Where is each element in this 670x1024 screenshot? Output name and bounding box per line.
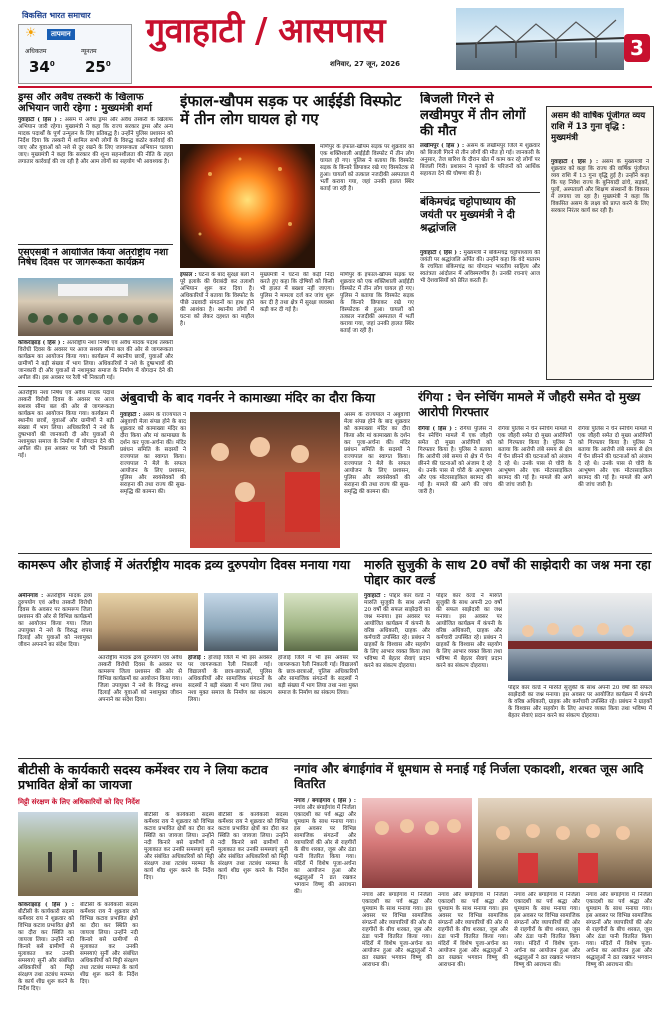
date-line: शनिवार, 27 जून, 2026 — [330, 60, 400, 68]
hojai-event-photo — [204, 593, 278, 651]
story-body: रंगिया ( हिंस ) : रंगिया पुलिस ने चेन स्नेचिंग मामले में एक जौहरी समेत दो मुख्य आरोपियों को गिरफ्तार किया है। पुलिस ने बताया कि आरोपी लंबे समय से क्षेत्र में चेन छीनने की घटनाओं को अंजाम दे रहे थे। उनके पास से चोरी के आभूषण और एक मोटरसाइकिल बरामद की गई है। मामले की आगे की जांच जारी है। — [418, 426, 492, 495]
story-headline: मारुति सुजुकी के साथ 20 वर्षों की साझेदारी का जश्न मना रहा पोद्दार कार वर्ल्ड — [364, 557, 651, 587]
story-body: बीटीसी के कार्यकारी सदस्य कर्मेश्वर राय ने शुक्रवार को विभिन्न कटाव प्रभावित क्षेत्रों का दौरा कर स्थिति का जायजा लिया। उन्होंने नदी किनारे बसे ग्रामीणों से मुलाकात कर उनकी समस्याएं सुनीं और संबंधित अधिकारियों को मिट्टी संरक्षण तथा तटबंध मरम्मत के कार्य शीघ्र शुरू करने के निर्देश दिए। — [218, 812, 288, 881]
min-temp: $25^0$ — [85, 58, 111, 76]
fire-icon — [180, 144, 315, 268]
lead-body: मुख्यमंत्री ने घटना की कड़ी निंदा करते हुए कहा कि दोषियों को किसी भी हालत में बख्शा नहीं जाएगा। पुलिस ने मामला दर्ज कर जांच शुरू कर दी है तथा क्षेत्र में सुरक्षा व्यवस्था कड़ी कर दी गई है। — [260, 272, 334, 313]
story-headline: रंगिया : चेन स्नेचिंग मामले में जौहरी समेत दो मुख्य आरोपी गिरफ्तार — [418, 390, 641, 419]
story-body: अंतर्राष्ट्रीय नशा निषेध एवं अवैध मादक पदार्थ तस्करी विरोधी दिवस के अवसर पर आज सशस्त्र सीमा बल की ओर से जागरूकता कार्यक्रम का आयोजन किया गया। कार्यक्रम में स्थानीय छात्रों, युवाओं और ग्रामीणों ने बड़ी संख्या में भाग लिया। अधिकारियों ने नशे के दुष्प्रभावों की जानकारी दी और युवाओं से नशामुक्त समाज के निर्माण में योगदान देने की अपील की। इस अवसर पर रैली भी निकाली गई। — [18, 390, 114, 459]
story-headline: नगांव और बंगाईगांव में धूमधाम से मनाई गई निर्जला एकादशी, शरबत जूस आदि वितरित — [294, 762, 644, 791]
story-body: नगांव और बंगाईगांव में निर्जला एकादशी का पर्व श्रद्धा और धूमधाम के साथ मनाया गया। इस अवसर पर विभिन्न सामाजिक संगठनों और व्यापारियों की ओर से राहगीरों के बीच शरबत, जूस और ठंडा पानी वितरित किया गया। मंदिरों में विशेष पूजा-अर्चना का आयोजन हुआ और श्रद्धालुओं ने व्रत रखकर भगवान विष्णु की आराधना की। — [586, 892, 652, 968]
story-body: रंगिया पुलिस ने चेन स्नेचिंग मामले में एक जौहरी समेत दो मुख्य आरोपियों को गिरफ्तार किया है। पुलिस ने बताया कि आरोपी लंबे समय से क्षेत्र में चेन छीनने की घटनाओं को अंजाम दे रहे थे। उनके पास से चोरी के आभूषण और एक मोटरसाइकिल बरामद की गई है। मामले की आगे की जांच जारी है। — [578, 426, 652, 488]
story-body: नगांव / बंगाईगांव ( हिंस ) : नगांव और बंगाईगांव में निर्जला एकादशी का पर्व श्रद्धा और धूमधाम के साथ मनाया गया। इस अवसर पर विभिन्न सामाजिक संगठनों और व्यापारियों की ओर से राहगीरों के बीच शरबत, जूस और ठंडा पानी वितरित किया गया। मंदिरों में विशेष पूजा-अर्चना का आयोजन हुआ और श्रद्धालुओं ने व्रत रखकर भगवान विष्णु की आराधना की। — [294, 798, 356, 895]
story-subhead: मिट्टी संरक्षण के लिए अधिकारियों को दिए निर्देश — [18, 798, 140, 806]
story-body: पोद्दार कार वर्ल्ड ने मारुति सुजुकी के साथ अपनी 20 वर्षों की सफल साझेदारी का जश्न मनाया। इस अवसर पर आयोजित कार्यक्रम में कंपनी के वरिष्ठ अधिकारी, ग्राहक और कर्मचारी उपस्थित रहे। प्रबंधन ने ग्राहकों के विश्वास और सहयोग के लिए आभार व्यक्त किया तथा भविष्य में बेहतर सेवाएं प्रदान करने का संकल्प दोहराया। — [436, 593, 502, 669]
story-body: असम के राज्यपाल ने अंबुवाची मेला संपन्न होने के बाद शुक्रवार को कामाख्या मंदिर का दौरा किया और मां कामाख्या के दर्शन कर पूजा-अर्चना की। मंदिर प्रबंधन समिति के सदस्यों ने राज्यपाल का स्वागत किया। राज्यपाल ने मेले के सफल आयोजन के लिए प्रशासन, पुलिस और स्वयंसेवकों की सराहना की तथा राज्य की सुख-समृद्धि की कामना की। — [344, 412, 410, 495]
max-label: अधिकतम — [25, 48, 47, 55]
masthead — [0, 0, 670, 88]
sidebar-box — [546, 106, 654, 380]
story-headline: बंकिमचंद्र चट्टोपाध्याय की जयंती पर मुख्यमंत्री ने दी श्रद्धांजलि — [420, 196, 516, 234]
row-divider — [18, 553, 652, 554]
story-body: कोकराझाड़ ( हिंस ) : बीटीसी के कार्यकारी सदस्य कर्मेश्वर राय ने शुक्रवार को विभिन्न कटाव प्रभावित क्षेत्रों का दौरा कर स्थिति का जायजा लिया। उन्होंने नदी किनारे बसे ग्रामीणों से मुलाकात कर उनकी समस्याएं सुनीं और संबंधित अधिकारियों को मिट्टी संरक्षण तथा तटबंध मरम्मत के कार्य शीघ्र शुरू करने के निर्देश दिए। — [18, 902, 74, 992]
story-body: नगांव और बंगाईगांव में निर्जला एकादशी का पर्व श्रद्धा और धूमधाम के साथ मनाया गया। इस अवसर पर विभिन्न सामाजिक संगठनों और व्यापारियों की ओर से राहगीरों के बीच शरबत, जूस और ठंडा पानी वितरित किया गया। मंदिरों में विशेष पूजा-अर्चना का आयोजन हुआ और श्रद्धालुओं ने व्रत रखकर भगवान विष्णु की आराधना की। — [362, 892, 432, 968]
amingaon-event-photo — [98, 593, 198, 651]
story-body: होजाई जिले में भी इस अवसर पर जागरूकता रैली निकाली गई। विद्यालयों के छात्र-छात्राओं, पुलिस अधिकारियों और सामाजिक संगठनों के सदस्यों ने बड़ी संख्या में भाग लिया तथा नशा मुक्त समाज के निर्माण का संकल्प लिया। — [278, 655, 358, 696]
lead-body: मणिपुर के इंफाल-खौपम सड़क पर शुक्रवार को एक शक्तिशाली आईईडी विस्फोट में तीन लोग घायल हो गए। पुलिस ने बताया कि विस्फोट सड़क के किनारे छिपाकर रखे गए विस्फोटक से हुआ। घायलों को तत्काल नजदीकी अस्पताल में भर्ती कराया गया, जहां उनकी हालत स्थिर बताई जा रही है। — [320, 144, 414, 192]
drug-day-story — [18, 557, 358, 755]
story-body: रंगिया पुलिस ने चेन स्नेचिंग मामले में एक जौहरी समेत दो मुख्य आरोपियों को गिरफ्तार किया है। पुलिस ने बताया कि आरोपी लंबे समय से क्षेत्र में चेन छीनने की घटनाओं को अंजाम दे रहे थे। उनके पास से चोरी के आभूषण और एक मोटरसाइकिल बरामद की गई है। मामले की आगे की जांच जारी है। — [498, 426, 572, 488]
explosion-photo — [180, 144, 315, 268]
lead-headline: इंफाल-खौपम सड़क पर आईईडी विस्फोट में तीन लोग घायल हो गए — [180, 92, 402, 128]
sidebar-headline: असम की वार्षिक पूंजीगत व्यय राशि में 13 गुना वृद्धि : मुख्यमंत्री — [551, 111, 646, 143]
story-headline: कामरूप और होजाई में अंतर्राष्ट्रीय मादक द्रव्य दुरुपयोग दिवस मनाया गया — [18, 557, 351, 572]
story-body: बीटीसी के कार्यकारी सदस्य कर्मेश्वर राय ने शुक्रवार को विभिन्न कटाव प्रभावित क्षेत्रों का दौरा कर स्थिति का जायजा लिया। उन्होंने नदी किनारे बसे ग्रामीणों से मुलाकात कर उनकी समस्याएं सुनीं और संबंधित अधिकारियों को मिट्टी संरक्षण तथा तटबंध मरम्मत के कार्य शीघ्र शुरू करने के निर्देश दिए। — [80, 902, 138, 985]
ssb-event-photo — [18, 278, 173, 336]
story-headline: एसएसबी ने आयोजित किया अंतर्राष्ट्रीय नशा निषेध दिवस पर जागरूकता कार्यक्रम — [18, 248, 169, 269]
lead-story — [180, 92, 414, 384]
story-body: नगांव और बंगाईगांव में निर्जला एकादशी का पर्व श्रद्धा और धूमधाम के साथ मनाया गया। इस अवसर पर विभिन्न सामाजिक संगठनों और व्यापारियों की ओर से राहगीरों के बीच शरबत, जूस और ठंडा पानी वितरित किया गया। मंदिरों में विशेष पूजा-अर्चना का आयोजन हुआ और श्रद्धालुओं ने व्रत रखकर भगवान विष्णु की आराधना की। — [514, 892, 580, 968]
lead-body: इंफाल : घटना के बाद सुरक्षा बलों ने पूरे इलाके की घेराबंदी कर तलाशी अभियान शुरू कर दिया है। अधिकारियों ने बताया कि विस्फोट के पीछे उग्रवादी संगठनों का हाथ होने की आशंका है। स्थानीय लोगों में घटना को लेकर दहशत का माहौल है। — [180, 272, 254, 327]
story-body: पोद्दार कार वर्ल्ड ने मारुति सुजुकी के साथ अपनी 20 वर्षों की सफल साझेदारी का जश्न मनाया। इस अवसर पर आयोजित कार्यक्रम में कंपनी के वरिष्ठ अधिकारी, ग्राहक और कर्मचारी उपस्थित रहे। प्रबंधन ने ग्राहकों के विश्वास और सहयोग के लिए आभार व्यक्त किया तथा भविष्य में बेहतर सेवाएं प्रदान करने का संकल्प दोहराया। — [508, 685, 652, 719]
story-body: नगांव और बंगाईगांव में निर्जला एकादशी का पर्व श्रद्धा और धूमधाम के साथ मनाया गया। इस अवसर पर विभिन्न सामाजिक संगठनों और व्यापारियों की ओर से राहगीरों के बीच शरबत, जूस और ठंडा पानी वितरित किया गया। मंदिरों में विशेष पूजा-अर्चना का आयोजन हुआ और श्रद्धालुओं ने व्रत रखकर भगवान विष्णु की आराधना की। — [438, 892, 508, 968]
rally-photo — [284, 593, 358, 651]
row-divider — [18, 386, 652, 387]
section-title: गुवाहाटी / आसपास — [146, 11, 386, 51]
weather-label: तापमान — [47, 29, 75, 40]
divider — [18, 244, 173, 245]
ekadashi-nagaon-photo — [362, 798, 472, 888]
story-headline: अंबुवाची के बाद गवर्नर ने कामाख्या मंदिर का दौरा किया — [120, 390, 376, 405]
story-body: होजाई : होजाई जिले में भी इस अवसर पर जागरूकता रैली निकाली गई। विद्यालयों के छात्र-छात्राओं, पुलिस अधिकारियों और सामाजिक संगठनों के सदस्यों ने बड़ी संख्या में भाग लिया तथा नशा मुक्त समाज के निर्माण का संकल्प लिया। — [188, 655, 272, 703]
row2-left-continuation — [18, 390, 114, 550]
story-body: अमीनगांव : अंतर्राष्ट्रीय मादक द्रव्य दुरुपयोग एवं अवैध तस्करी विरोधी दिवस के अवसर पर कामरूप जिला प्रशासन की ओर से विभिन्न कार्यक्रमों का आयोजन किया गया। जिला उपायुक्त ने नशे के विरुद्ध शपथ दिलाई और युवाओं को नशामुक्त जीवन अपनाने का संदेश दिया। — [18, 593, 92, 648]
bridge-icon — [456, 8, 624, 70]
max-temp: $34^0$ — [29, 58, 55, 76]
masthead-rule — [18, 86, 652, 88]
governor-temple-photo — [190, 412, 340, 548]
row-divider — [18, 758, 652, 759]
left-column — [18, 92, 173, 384]
ekadashi-story — [294, 762, 652, 1014]
story-body: कोकराझाड़ ( हिंस ) : अंतर्राष्ट्रीय नशा निषेध एवं अवैध मादक पदार्थ तस्करी विरोधी दिवस के अवसर पर आज सशस्त्र सीमा बल की ओर से जागरूकता कार्यक्रम का आयोजन किया गया। कार्यक्रम में स्थानीय छात्रों, युवाओं और ग्रामीणों ने बड़ी संख्या में भाग लिया। अधिकारियों ने नशे के दुष्प्रभावों की जानकारी दी और युवाओं से नशामुक्त समाज के निर्माण में योगदान देने की अपील की। इस अवसर पर रैली भी निकाली गई। — [18, 340, 173, 381]
story-body: अंतर्राष्ट्रीय मादक द्रव्य दुरुपयोग एवं अवैध तस्करी विरोधी दिवस के अवसर पर कामरूप जिला प्रशासन की ओर से विभिन्न कार्यक्रमों का आयोजन किया गया। जिला उपायुक्त ने नशे के विरुद्ध शपथ दिलाई और युवाओं को नशामुक्त जीवन अपनाने का संदेश दिया। — [98, 655, 182, 703]
bridge-photo — [456, 8, 624, 70]
paper-name: विकसित भारत समाचार — [22, 11, 91, 20]
story-headline: बिजली गिरने से लखीमपुर में तीन लोगों की मौत — [420, 92, 526, 139]
maruti-event-photo — [508, 593, 652, 681]
lead-body: मणिपुर के इंफाल-खौपम सड़क पर शुक्रवार को एक शक्तिशाली आईईडी विस्फोट में तीन लोग घायल हो गए। पुलिस ने बताया कि विस्फोट सड़क के किनारे छिपाकर रखे गए विस्फोटक से हुआ। घायलों को तत्काल नजदीकी अस्पताल में भर्ती कराया गया, जहां उनकी हालत स्थिर बताई जा रही है। — [340, 272, 414, 334]
ekadashi-bongaigaon-photo — [478, 798, 652, 888]
story-body: लखीमपुर ( हिंस ) : असम के लखीमपुर जिले में शुक्रवार को बिजली गिरने से तीन लोगों की मौत हो गई। जानकारी के अनुसार, तेज बारिश के दौरान खेत में काम कर रहे लोगों पर बिजली गिरी। प्रशासन ने मृतकों के परिजनों को आर्थिक सहायता देने की घोषणा की है। — [420, 143, 540, 177]
erosion-site-photo — [18, 812, 138, 896]
right-column — [420, 92, 540, 384]
story-headline: ड्रग्स और अवैध तस्करी के खिलाफ अभियान जारी रहेगा : मुख्यमंत्री शर्मा — [18, 92, 153, 114]
divider — [420, 192, 540, 193]
rangia-story — [418, 390, 652, 550]
story-headline: बीटीसी के कार्यकारी सदस्य कर्मेश्वर राय ने लिया कटाव प्रभावित क्षेत्रों का जायजा — [18, 762, 268, 792]
btc-story — [18, 762, 288, 1014]
sidebar-body: गुवाहाटी ( हिंस ) : असम के मुख्यमंत्री ने शुक्रवार को कहा कि राज्य की वार्षिक पूंजीगत व्यय राशि में 13 गुना वृद्धि हुई है। उन्होंने कहा कि यह निवेश राज्य के बुनियादी ढांचे, सड़कों, पुलों, अस्पतालों और शिक्षण संस्थानों के विकास में लगाया जा रहा है। मुख्यमंत्री ने कहा कि विकसित असम के लक्ष्य को प्राप्त करने के लिए सरकार निरंतर कार्य कर रही है। — [551, 159, 649, 214]
story-body: गुवाहाटी ( हिंस ) : मुख्यमंत्री ने बंकिमचंद्र चट्टोपाध्याय की जयंती पर श्रद्धांजलि अर्पित की। उन्होंने कहा कि वंदे मातरम के रचयिता बंकिमचंद्र का योगदान भारतीय साहित्य और स्वतंत्रता आंदोलन में अविस्मरणीय है। उनकी रचनाएं आज भी देशवासियों को प्रेरित करती हैं। — [420, 250, 540, 284]
story-body: गुवाहाटी : असम के राज्यपाल ने अंबुवाची मेला संपन्न होने के बाद शुक्रवार को कामाख्या मंदिर का दौरा किया और मां कामाख्या के दर्शन कर पूजा-अर्चना की। मंदिर प्रबंधन समिति के सदस्यों ने राज्यपाल का स्वागत किया। राज्यपाल ने मेले के सफल आयोजन के लिए प्रशासन, पुलिस और स्वयंसेवकों की सराहना की तथा राज्य की सुख-समृद्धि की कामना की। — [120, 412, 186, 495]
story-body: बीटीसी के कार्यकारी सदस्य कर्मेश्वर राय ने शुक्रवार को विभिन्न कटाव प्रभावित क्षेत्रों का दौरा कर स्थिति का जायजा लिया। उन्होंने नदी किनारे बसे ग्रामीणों से मुलाकात कर उनकी समस्याएं सुनीं और संबंधित अधिकारियों को मिट्टी संरक्षण तथा तटबंध मरम्मत के कार्य शीघ्र शुरू करने के निर्देश दिए। — [144, 812, 214, 881]
min-label: न्यूनतम — [81, 48, 97, 55]
page-number: 3 — [624, 34, 650, 62]
sun-icon: ☀ — [25, 26, 37, 41]
weather-box — [18, 24, 132, 84]
story-body: गुवाहाटी : पोद्दार कार वर्ल्ड ने मारुति सुजुकी के साथ अपनी 20 वर्षों की सफल साझेदारी का जश्न मनाया। इस अवसर पर आयोजित कार्यक्रम में कंपनी के वरिष्ठ अधिकारी, ग्राहक और कर्मचारी उपस्थित रहे। प्रबंधन ने ग्राहकों के विश्वास और सहयोग के लिए आभार व्यक्त किया तथा भविष्य में बेहतर सेवाएं प्रदान करने का संकल्प दोहराया। — [364, 593, 430, 669]
maruti-story — [364, 557, 652, 755]
governor-story — [120, 390, 410, 550]
story-body: गुवाहाटी ( हिंस ) : असम में अवैध ड्रग्स और अवैध तस्करी के खिलाफ अभियान जारी रहेगा। मुख्यमंत्री ने कहा कि राज्य सरकार ड्रग्स और अन्य मादक पदार्थों के पूर्ण उन्मूलन के लिए प्रतिबद्ध है। उन्होंने पुलिस प्रशासन को निर्देश दिया कि तस्करी में शामिल सभी लोगों के विरुद्ध कठोर कार्रवाई की जाए और युवाओं को नशे से दूर रखने के लिए जागरूकता अभियान चलाया जाए। मुख्यमंत्री ने कहा कि सरकार की शून्य सहनशीलता की नीति के तहत लगातार कार्रवाई की जा रही है और आम लोगों का सहयोग भी आवश्यक है। — [18, 117, 173, 165]
